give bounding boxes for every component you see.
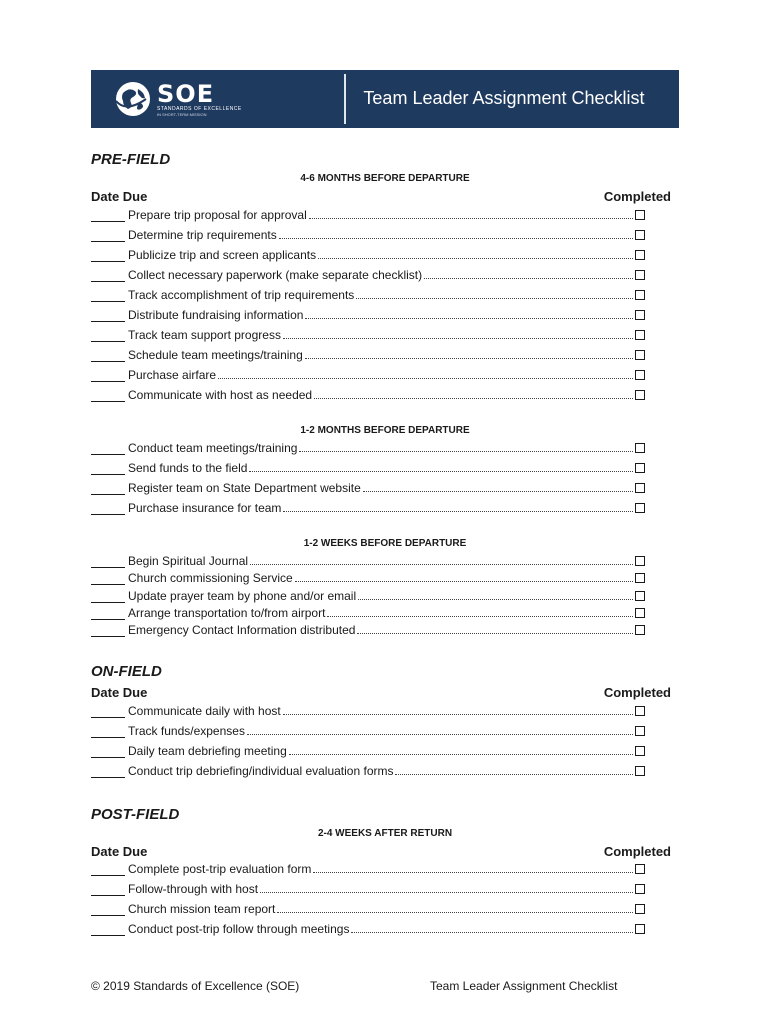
dot-leader [299,450,633,452]
date-due-blank[interactable] [91,608,125,620]
checklist-row [91,386,645,402]
completed-checkbox[interactable] [635,443,645,453]
completed-checkbox[interactable] [635,210,645,220]
checklist-row [91,326,645,342]
date-due-blank[interactable] [91,884,125,896]
checklist-row [91,762,645,778]
group-heading: 1-2 WEEKS BEFORE DEPARTURE [303,538,467,549]
dot-leader [363,490,633,492]
date-due-blank[interactable] [91,864,125,876]
dot-leader [318,257,633,259]
checklist-row [91,266,645,282]
date-due-blank[interactable] [91,766,125,778]
checklist-item-label: Conduct trip debriefing/individual evaluation forms [128,764,394,778]
checklist-item-label: Update prayer team by phone and/or email [128,588,357,603]
completed-checkbox[interactable] [635,250,645,260]
group-heading: 2-4 WEEKS AFTER RETURN [317,828,453,839]
checklist-item-label: Purchase insurance for team [128,501,282,515]
date-due-blank[interactable] [91,463,125,475]
checklist-item-label: Register team on State Department website [128,481,361,495]
checklist-row [91,552,645,568]
completed-checkbox[interactable] [635,608,645,618]
date-due-blank[interactable] [91,330,125,342]
checklist-item-label: Track funds/expenses [128,724,245,738]
group-heading: 1-2 MONTHS BEFORE DEPARTURE [300,425,470,436]
dot-leader [424,277,633,279]
completed-checkbox[interactable] [635,726,645,736]
globe-icon [113,79,153,119]
checklist-row [91,499,645,515]
checklist-row [91,880,645,896]
completed-checkbox[interactable] [635,390,645,400]
completed-checkbox[interactable] [635,591,645,601]
checklist-row [91,439,645,455]
checklist-row [91,306,645,322]
date-due-blank[interactable] [91,924,125,936]
completed-checkbox[interactable] [635,330,645,340]
checklist-row [91,900,645,916]
completed-checkbox[interactable] [635,310,645,320]
checklist-item-label: Arrange transportation to/from airport [128,605,326,620]
completed-checkbox[interactable] [635,904,645,914]
dot-leader [279,237,633,239]
checklist-item-label: Distribute fundraising information [128,308,304,322]
checklist-item-label: Follow-through with host [128,882,259,896]
section-title-pre-field: PRE-FIELD [91,151,171,168]
dot-leader [283,337,633,339]
checklist-row [91,702,645,718]
date-due-blank[interactable] [91,726,125,738]
date-due-header: Date Due [91,685,148,700]
date-due-blank[interactable] [91,443,125,455]
checklist-item-label: Emergency Contact Information distributed [128,623,356,638]
logo-tagline: IN SHORT-TERM MISSION [157,111,207,117]
date-due-blank[interactable] [91,350,125,362]
checklist-item-label: Begin Spiritual Journal [128,554,249,568]
checklist-row [91,722,645,738]
checklist-item-label: Church mission team report [128,902,276,916]
date-due-blank[interactable] [91,556,125,568]
dot-leader [218,377,633,379]
date-due-blank[interactable] [91,290,125,302]
checklist-item-label: Complete post-trip evaluation form [128,862,312,876]
dot-leader [395,773,633,775]
dot-leader [305,357,633,359]
dot-leader [313,871,633,873]
checklist-row [91,604,645,620]
date-due-blank[interactable] [91,591,125,603]
date-due-blank[interactable] [91,706,125,718]
checklist-item-label: Publicize trip and screen applicants [128,248,317,262]
checklist-row [91,459,645,475]
completed-checkbox[interactable] [635,573,645,583]
dot-leader [314,397,633,399]
dot-leader [305,317,633,319]
footer-copyright: © 2019 Standards of Excellence (SOE) [91,979,300,993]
checklist-row [91,742,645,758]
completed-checkbox[interactable] [635,625,645,635]
completed-header: Completed [603,189,671,204]
completed-checkbox[interactable] [635,884,645,894]
checklist-item-label: Purchase airfare [128,368,217,382]
section-title-post-field: POST-FIELD [91,806,180,823]
checklist-row [91,860,645,876]
date-due-blank[interactable] [91,573,125,585]
checklist-row [91,621,645,637]
completed-checkbox[interactable] [635,270,645,280]
dot-leader [351,931,633,933]
checklist-row [91,246,645,262]
dot-leader [357,632,633,634]
dot-leader [295,580,633,582]
completed-checkbox[interactable] [635,766,645,776]
date-due-blank[interactable] [91,483,125,495]
checklist-item-label: Daily team debriefing meeting [128,744,287,758]
checklist-row [91,286,645,302]
date-due-header: Date Due [91,189,148,204]
date-due-blank[interactable] [91,503,125,515]
completed-checkbox[interactable] [635,463,645,473]
completed-header: Completed [603,685,671,700]
checklist-row [91,920,645,936]
dot-leader [277,911,633,913]
checklist-item-label: Communicate daily with host [128,704,281,718]
completed-checkbox[interactable] [635,230,645,240]
completed-checkbox[interactable] [635,706,645,716]
checklist-item-label: Schedule team meetings/training [128,348,303,362]
date-due-header: Date Due [91,844,148,859]
checklist-item-label: Track team support progress [128,328,281,342]
date-due-blank[interactable] [91,904,125,916]
date-due-blank[interactable] [91,270,125,282]
date-due-blank[interactable] [91,230,125,242]
checklist-row [91,587,645,603]
date-due-blank[interactable] [91,370,125,382]
completed-checkbox[interactable] [635,924,645,934]
completed-checkbox[interactable] [635,350,645,360]
completed-checkbox[interactable] [635,864,645,874]
logo-subtitle: STANDARDS OF EXCELLENCE [157,105,242,112]
date-due-blank[interactable] [91,625,125,637]
dot-leader [283,510,633,512]
completed-checkbox[interactable] [635,746,645,756]
date-due-blank[interactable] [91,250,125,262]
checklist-item-label: Send funds to the field [128,461,248,475]
completed-checkbox[interactable] [635,503,645,513]
section-title-on-field: ON-FIELD [91,663,162,680]
checklist-item-label: Conduct team meetings/training [128,441,298,455]
checklist-item-label: Determine trip requirements [128,228,277,242]
logo-word: SOE [157,79,215,108]
checklist-row [91,226,645,242]
dot-leader [260,891,633,893]
dot-leader [358,598,633,600]
completed-header: Completed [603,844,671,859]
date-due-blank[interactable] [91,746,125,758]
date-due-blank[interactable] [91,210,125,222]
checklist-row [91,346,645,362]
checklist-item-label: Communicate with host as needed [128,388,313,402]
checklist-row [91,366,645,382]
completed-checkbox[interactable] [635,370,645,380]
checklist-row [91,479,645,495]
dot-leader [289,753,633,755]
soe-logo [113,76,253,122]
checklist-item-label: Collect necessary paperwork (make separate checklist) [128,268,423,282]
dot-leader [247,733,633,735]
completed-checkbox[interactable] [635,483,645,493]
header-band [91,70,679,128]
checklist-row [91,569,645,585]
footer-title: Team Leader Assignment Checklist [430,979,618,993]
dot-leader [309,217,633,219]
checklist-item-label: Track accomplishment of trip requirements [128,288,355,302]
date-due-blank[interactable] [91,390,125,402]
checklist-row [91,206,645,222]
checklist-item-label: Church commissioning Service [128,571,293,586]
completed-checkbox[interactable] [635,556,645,566]
group-heading: 4-6 MONTHS BEFORE DEPARTURE [300,173,470,184]
completed-checkbox[interactable] [635,290,645,300]
checklist-item-label: Conduct post-trip follow through meetings [128,922,350,936]
document-title: Team Leader Assignment Checklist [363,88,645,108]
checklist-item-label: Prepare trip proposal for approval [128,208,307,222]
date-due-blank[interactable] [91,310,125,322]
dot-leader [249,470,633,472]
dot-leader [327,615,633,617]
dot-leader [356,297,633,299]
dot-leader [283,713,633,715]
dot-leader [250,563,633,565]
